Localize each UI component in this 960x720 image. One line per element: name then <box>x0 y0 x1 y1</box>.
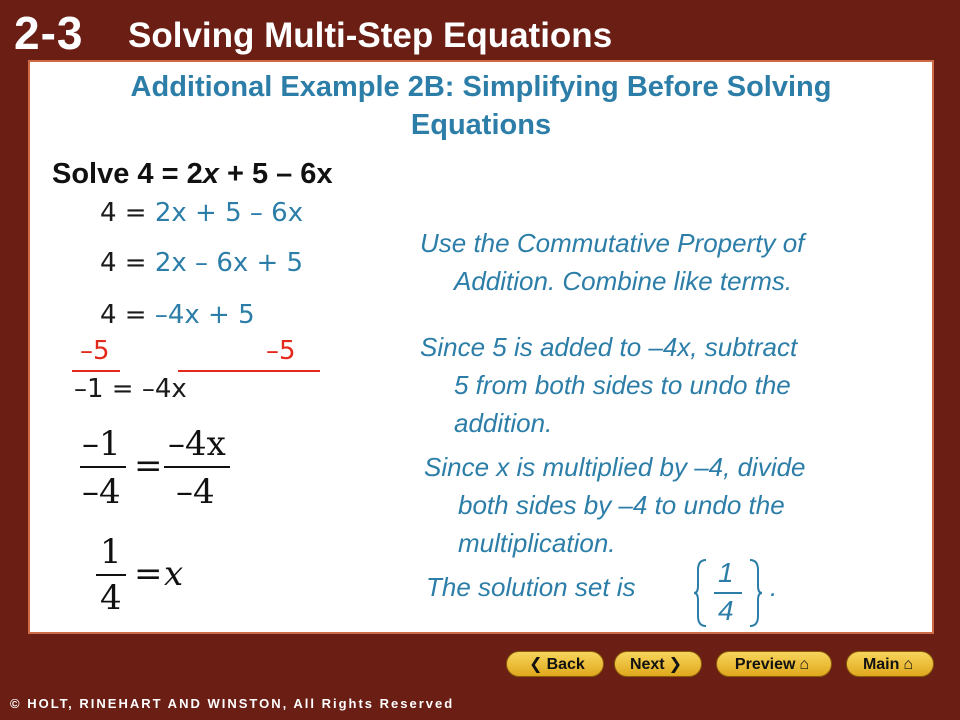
solution-den: 4 <box>718 595 734 626</box>
back-label: Back <box>546 656 585 673</box>
problem-statement <box>52 158 333 191</box>
frac-right-den: –4 <box>176 472 215 512</box>
note-1-line-2: Addition. Combine like terms. <box>454 266 793 296</box>
frac-left-den: –4 <box>82 472 121 512</box>
back-button[interactable] <box>506 651 604 677</box>
frac-equals: = <box>134 446 163 486</box>
main-label: Main <box>862 656 900 673</box>
note-3-line-1: Since x is multiplied by –4, divide <box>424 452 806 482</box>
home-icon: ⌂ <box>903 656 914 673</box>
next-label: Next <box>629 656 665 673</box>
chevron-right-icon: ❯ <box>668 656 683 673</box>
step-5: –1 = –4x <box>74 374 187 404</box>
solution-text: The solution set is <box>426 572 636 602</box>
copyright-text: © HOLT, RINEHART AND WINSTON, All Rights Reserved <box>10 696 455 711</box>
step-4-right: –5 <box>266 336 296 366</box>
header-bar <box>0 0 960 60</box>
note-1-line-1: Use the Commutative Property of <box>420 228 805 258</box>
note-2-line-1: Since 5 is added to –4x, subtract <box>420 332 798 362</box>
frac-right-num: –4x <box>168 424 226 464</box>
final-var: x <box>164 554 184 594</box>
step-1 <box>100 198 303 228</box>
main-button[interactable] <box>846 651 934 677</box>
next-button[interactable] <box>614 651 702 677</box>
step-3-rhs: –4x + 5 <box>154 300 255 330</box>
note-2-line-2: 5 from both sides to undo the <box>454 370 791 400</box>
solution-period: . <box>770 572 778 602</box>
final-num: 1 <box>100 532 122 572</box>
step-2-rhs: 2x – 6x + 5 <box>154 248 304 278</box>
frac-left-num: –1 <box>82 424 121 464</box>
step-1-lhs: 4 = <box>100 198 155 228</box>
step-2 <box>100 248 303 278</box>
note-commutative <box>420 224 804 300</box>
frac-right-bar <box>164 466 230 468</box>
slide-subtitle <box>30 68 932 144</box>
lesson-number: 2-3 <box>14 7 84 59</box>
frac-left-bar <box>80 466 126 468</box>
step-3 <box>100 300 255 330</box>
lesson-title: Solving Multi-Step Equations <box>128 16 613 55</box>
note-3-line-2: both sides by –4 to undo the <box>458 490 785 520</box>
step-3-lhs: 4 = <box>100 300 155 330</box>
footer-bar <box>0 688 960 720</box>
step-1-rhs: 2x + 5 – 6x <box>154 198 304 228</box>
final-bar <box>96 574 126 576</box>
home-icon: ⌂ <box>799 656 810 673</box>
note-2-line-3: addition. <box>454 408 553 438</box>
subtract-underline-right <box>178 370 320 372</box>
note-3-line-3: multiplication. <box>458 528 616 558</box>
problem-var: x <box>202 158 219 190</box>
slide-panel <box>28 60 934 634</box>
subtitle-line-2: Equations <box>410 109 552 141</box>
subtract-underline-left <box>72 370 120 372</box>
chevron-left-icon: ❮ <box>529 656 543 673</box>
preview-label: Preview <box>734 656 796 673</box>
problem-prefix: Solve 4 = 2 <box>52 158 203 190</box>
final-equals: = <box>134 554 163 594</box>
step-2-lhs: 4 = <box>100 248 155 278</box>
step-4-left: –5 <box>80 336 110 366</box>
note-subtract <box>420 328 797 442</box>
note-divide <box>424 448 806 562</box>
final-den: 4 <box>100 578 122 618</box>
subtitle-line-1: Additional Example 2B: Simplifying Before Solving <box>130 71 832 103</box>
solution-num: 1 <box>718 557 734 588</box>
problem-suffix: + 5 – 6x <box>218 158 333 190</box>
preview-button[interactable] <box>716 651 832 677</box>
